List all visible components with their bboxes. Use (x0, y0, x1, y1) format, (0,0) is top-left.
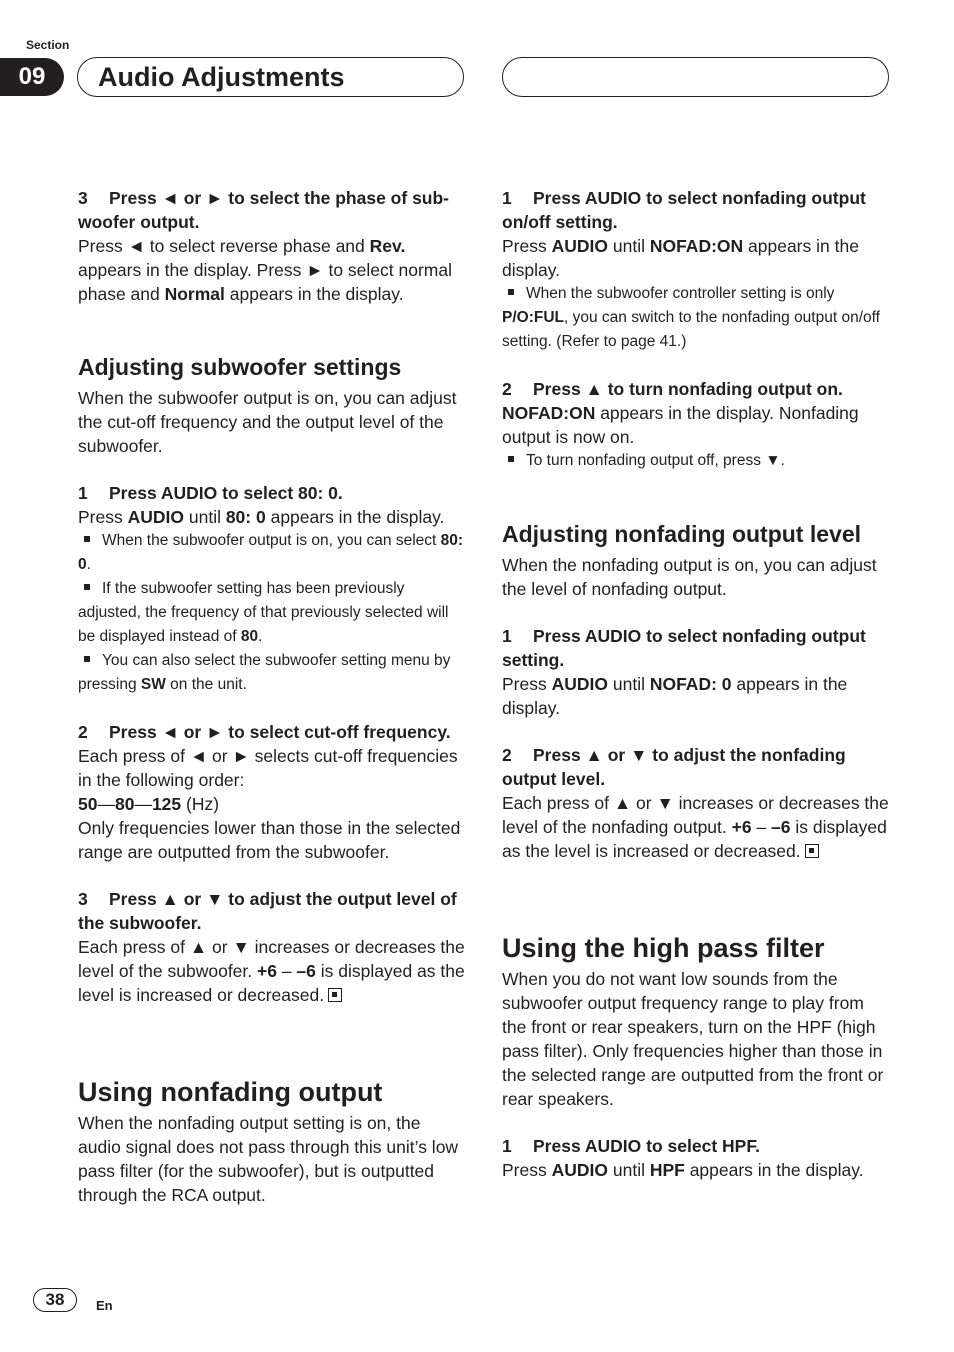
section-title: Using the high pass filter (502, 933, 825, 963)
paragraph: When the nonfading output setting is on, the audio signal does not pass through this unit’s low pass filter (for the subwoofer), but is outputted through the RCA output. (78, 1113, 459, 1205)
step-heading: 2 Press ▲ to turn nonfading output on. (502, 379, 843, 399)
bullet-square-icon (508, 289, 514, 295)
chapter-title: Audio Adjustments (98, 62, 345, 92)
step-heading: 2 Press ◄ or ► to select cut-off frequency. (78, 722, 451, 742)
page-number: 38 (33, 1288, 77, 1312)
language-code: En (96, 1298, 113, 1313)
empty-header-frame (502, 57, 889, 97)
section-number-badge: 09 (0, 58, 64, 96)
paragraph: Only frequencies lower than those in the selected range are outputted from the subwoofer. (78, 818, 461, 862)
left-column (78, 186, 466, 1207)
paragraph: Press ◄ to select reverse phase and Rev. appears in the display. Press ► to select normal phase and Normal appears in the display. (78, 236, 452, 304)
paragraph: When the subwoofer output is on, you can adjust the cut-off frequency and the output level of the subwoofer. (78, 388, 457, 456)
paragraph: Press AUDIO until 80: 0 appears in the display. (78, 507, 445, 527)
step-heading: 1 Press AUDIO to select HPF. (502, 1136, 760, 1156)
chapter-header (77, 57, 464, 97)
step-heading: 2 Press ▲ or ▼ to adjust the nonfading output level. (502, 745, 846, 789)
section-heading: Adjusting nonfading output level (502, 521, 862, 547)
note: When the subwoofer output is on, you can select 80: 0. (78, 532, 464, 573)
note: If the subwoofer setting has been previously adjusted, the frequency of that previously selected will be displayed instead of 80. (78, 580, 449, 645)
bullet-square-icon (508, 456, 514, 462)
note: You can also select the subwoofer setting menu by pressing SW on the unit. (78, 652, 451, 693)
end-mark-icon (805, 844, 819, 858)
section-heading: Adjusting subwoofer settings (78, 354, 402, 380)
section-label: Section (26, 38, 70, 52)
step-heading: 1 Press AUDIO to select nonfading output setting. (502, 626, 866, 670)
step-heading: 3 Press ▲ or ▼ to adjust the output level of the subwoofer. (78, 889, 457, 933)
paragraph: Each press of ▲ or ▼ increases or decreases the level of the nonfading output. +6 – –6 is displayed as the level is increased or decreased. (502, 793, 889, 861)
section-title: Using nonfading output (78, 1077, 383, 1107)
right-column (502, 186, 890, 1182)
end-mark-icon (328, 988, 342, 1002)
step-heading: 1 Press AUDIO to select nonfading output on/off setting. (502, 188, 866, 232)
paragraph: When you do not want low sounds from the subwoofer output frequency range to play from the front or rear speakers, turn on the HPF (high pass filter). Only frequencies higher than those in the selected range are outputted from the front or rear speakers. (502, 969, 884, 1109)
paragraph: Each press of ▲ or ▼ increases or decreases the level of the subwoofer. +6 – –6 is displayed as the level is increased or decreased. (78, 937, 465, 1005)
bullet-square-icon (84, 656, 90, 662)
paragraph: Press AUDIO until HPF appears in the display. (502, 1160, 864, 1180)
bullet-square-icon (84, 536, 90, 542)
paragraph: Each press of ◄ or ► selects cut-off frequencies in the following order: (78, 746, 458, 790)
note: To turn nonfading output off, press ▼. (502, 449, 890, 473)
frequency-order: 50—80—125 (Hz) (78, 794, 220, 814)
paragraph: Press AUDIO until NOFAD:ON appears in the display. (502, 236, 859, 280)
bullet-square-icon (84, 584, 90, 590)
paragraph: Press AUDIO until NOFAD: 0 appears in the display. (502, 674, 848, 718)
paragraph: When the nonfading output is on, you can adjust the level of nonfading output. (502, 555, 877, 599)
paragraph: NOFAD:ON appears in the display. Nonfading output is now on. (502, 403, 859, 447)
step-heading: 1 Press AUDIO to select 80: 0. (78, 483, 343, 503)
step-heading: 3 Press ◄ or ► to select the phase of sub-woofer output. (78, 188, 450, 232)
note: When the subwoofer controller setting is only P/O:FUL, you can switch to the nonfading output on/off setting. (Refer to page 41.) (502, 285, 880, 350)
